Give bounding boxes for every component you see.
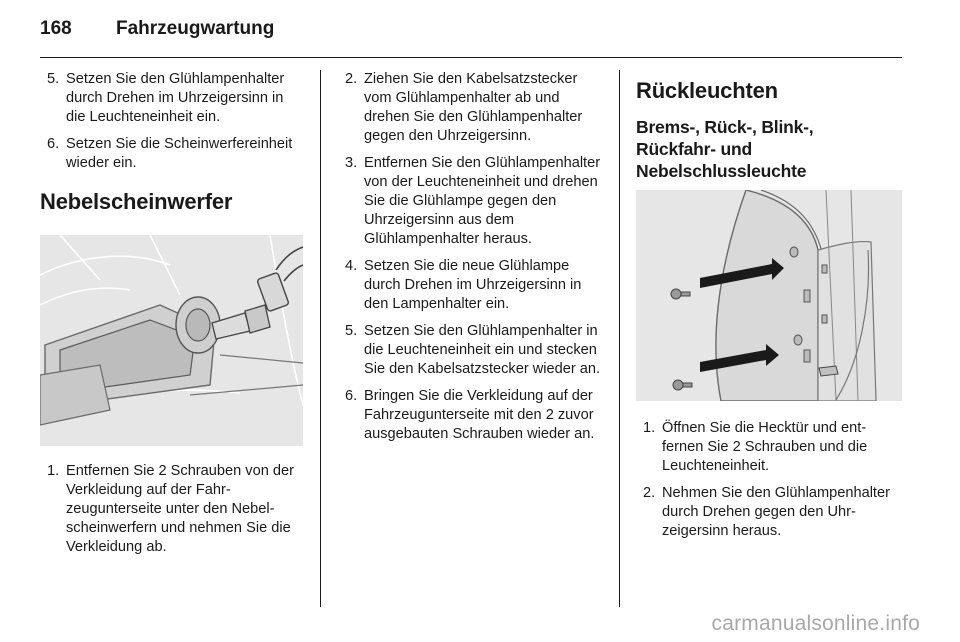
subsection-title: Brems-, Rück-, Blink-, Rückfahr- und Nebelschlussleuchte [636,117,814,181]
steps-list [338,70,602,444]
section-title-rear-lights: Rückleuchten [636,78,778,103]
list-item: 6. Bringen Sie die Verkleidung auf der Fahrzeugunterseite mit den 2 zuvor ausgebauten Schrauben wieder an. [345,388,595,442]
list-item: 2. Nehmen Sie den Glühlampenhalter durch Drehen gegen den Uhrzeigersinn heraus. [643,485,890,539]
fog-light-illustration [40,235,303,446]
header-rule [40,57,902,58]
list-item: 1. Entfernen Sie 2 Schrauben von der Verkleidung auf der Fahrzeugunterseite unter den Nebelscheinwerfern und nehmen Sie die Verkleidung ab. [47,463,294,555]
list-item: 6. Setzen Sie die Scheinwerfereinheit wieder ein. [47,136,293,171]
steps-list-top [40,70,303,173]
steps-list [636,419,902,541]
list-item: 5. Setzen Sie den Glühlampenhalter in die Leuchteneinheit ein und stecken Sie den Kabelsatzstecker wieder an. [345,323,601,377]
column-3 [636,70,902,549]
section-title-fog-lights: Nebelscheinwerfer [40,189,233,214]
rear-light-illustration [636,190,902,401]
column-divider-1 [320,70,321,607]
watermark: carmanualsonline.info [711,612,920,635]
list-item: 2. Ziehen Sie den Kabelsatzstecker vom Glühlampenhalter ab und drehen Sie den Glühlampenhalter gegen den Uhrzeigersinn. [345,71,583,144]
column-divider-2 [619,70,620,607]
list-item: 5. Setzen Sie den Glühlampenhalter durch Drehen im Uhrzeigersinn in die Leuchteneinheit ein. [47,71,285,125]
column-1 [40,70,303,565]
column-2 [338,70,602,452]
page-title: Fahrzeugwartung [116,18,275,39]
page-header [40,18,274,48]
list-item: 3. Entfernen Sie den Glühlampenhalter von der Leuchteneinheit und drehen Sie die Glühlampe gegen den Uhrzeigersinn aus dem Glühlampenhalter heraus. [345,155,601,247]
list-item: 4. Setzen Sie die neue Glühlampe durch Drehen im Uhrzeigersinn in den Lampenhalter ein. [345,258,582,312]
steps-list-bottom [40,462,303,557]
page-number: 168 [40,18,72,39]
list-item: 1. Öffnen Sie die Hecktür und entfernen Sie 2 Schrauben und die Leuchteneinheit. [643,420,868,474]
